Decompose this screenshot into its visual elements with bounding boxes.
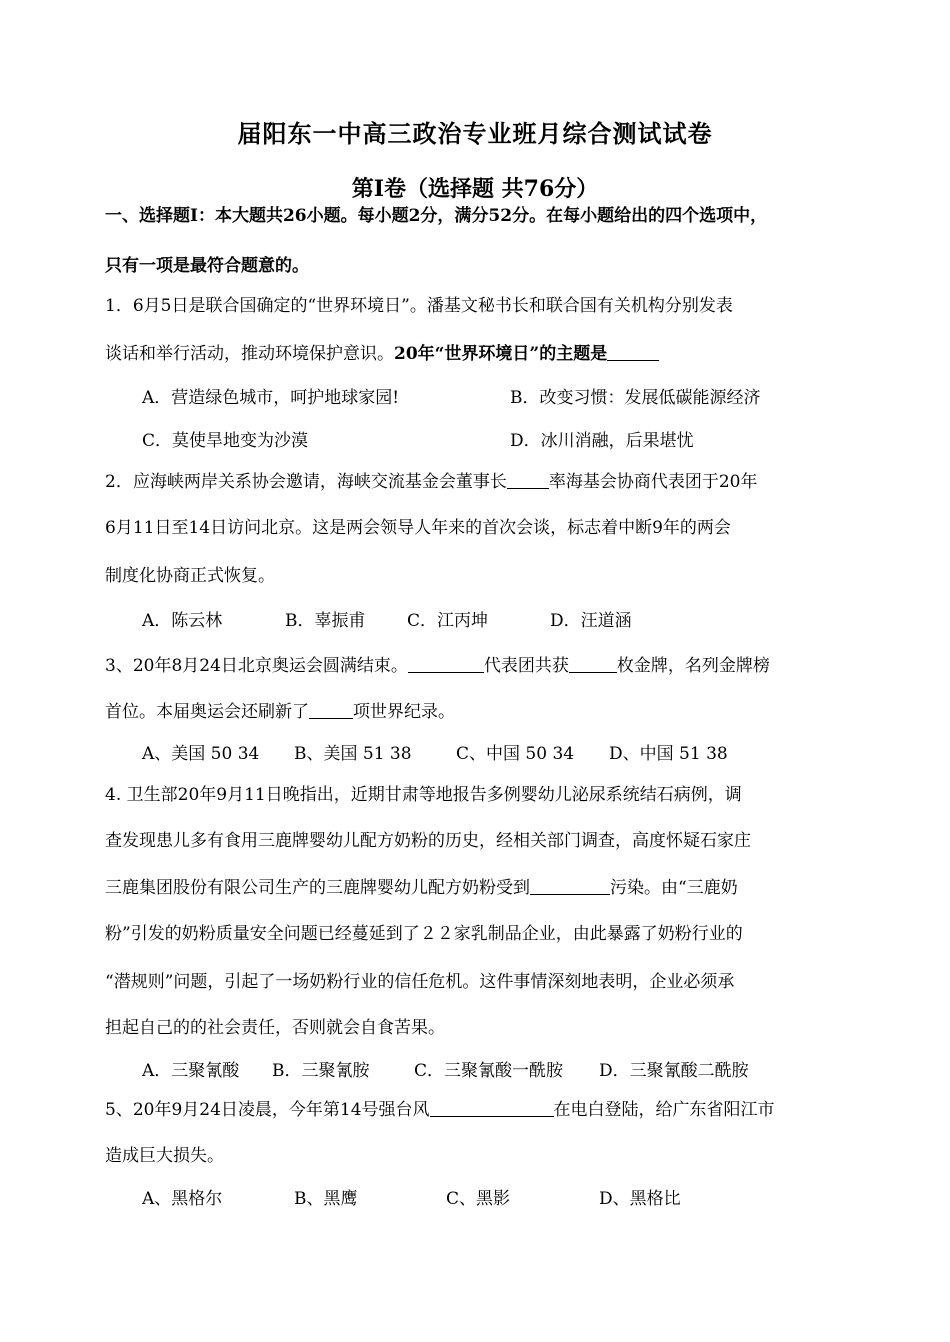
- question-2-line1: [105, 470, 855, 494]
- section-instructions-line2: 只有一项是最符合题意的。: [105, 256, 309, 276]
- question-4-line1: 4. 卫生部20年9月11日晚指出，近期甘肃等地报告多例婴幼儿泌尿系统结石病例，调: [105, 785, 742, 805]
- question-5-option-d: D、黑格比: [599, 1189, 681, 1209]
- question-4-option-a: A．三聚氰酸: [142, 1061, 240, 1081]
- question-3-option-c: C、中国 50 34: [456, 744, 575, 764]
- question-2-line3: 制度化协商正式恢复。: [105, 566, 275, 586]
- answer-blank: [507, 470, 549, 489]
- question-4-text-a: 三鹿集团股份有限公司生产的三鹿牌婴幼儿配方奶粉受到: [105, 878, 530, 898]
- question-5-option-a: A、黑格尔: [142, 1189, 223, 1209]
- answer-blank: [530, 876, 610, 895]
- answer-blank: [309, 700, 353, 719]
- question-2-text-b: 率海基会协商代表团于20年: [548, 472, 758, 492]
- question-5-line1: [105, 1098, 855, 1122]
- answer-blank: [408, 654, 484, 673]
- question-1-option-a: A．营造绿色城市，呵护地球家园!: [142, 388, 400, 408]
- question-3-text-a: 3、20年8月24日北京奥运会圆满结束。: [105, 656, 408, 676]
- question-2-option-d: D．汪道涵: [550, 611, 632, 631]
- question-2-option-a: A．陈云林: [142, 611, 223, 631]
- question-3-option-d: D、中国 51 38: [609, 744, 728, 764]
- question-5-option-c: C、黑影: [446, 1189, 511, 1209]
- question-2-text-a: 2．应海峡两岸关系协会邀请，海峡交流基金会董事长: [105, 472, 507, 492]
- question-2-option-c: C．江丙坤: [407, 611, 489, 631]
- question-5-option-b: B、黑鹰: [294, 1189, 358, 1209]
- question-4-text-b: 污染。由“三鹿奶: [610, 878, 738, 898]
- section-instructions-line1: 一、选择题Ⅰ：本大题共26小题。每小题2分，满分52分。在每小题给出的四个选项中，: [105, 206, 768, 226]
- question-4-line3: [105, 876, 855, 900]
- question-2-line2: 6月11日至14日访问北京。这是两会领导人年来的首次会谈，标志着中断9年的两会: [105, 518, 731, 538]
- question-2-option-b: B．辜振甫: [285, 611, 366, 631]
- question-5-text-b: 在电白登陆，给广东省阳江市: [553, 1100, 775, 1120]
- question-3-line1: [105, 654, 855, 678]
- question-5-text-a: 5、20年9月24日凌晨，今年第14号强台风: [105, 1100, 430, 1120]
- section-subtitle: 第Ⅰ卷（选择题 共76分）: [351, 176, 599, 202]
- question-3-option-b: B、美国 51 38: [294, 744, 412, 764]
- question-1-line2: [105, 342, 855, 366]
- question-3-text-c: 枚金牌，名列金牌榜: [616, 656, 770, 676]
- question-1-option-d: D．冰川消融，后果堪忧: [510, 431, 694, 451]
- question-1-text: 谈话和举行活动，推动环境保护意识。: [105, 344, 394, 364]
- question-4-line6: 担起自己的的社会责任，否则就会自食苦果。: [105, 1018, 445, 1038]
- question-3-text-b: 代表团共获: [483, 656, 569, 676]
- question-4-line2: 查发现患儿多有食用三鹿牌婴幼儿配方奶粉的历史，经相关部门调查，高度怀疑石家庄: [105, 831, 751, 851]
- question-1-option-b: B．改变习惯：发展低碳能源经济: [510, 388, 761, 408]
- question-3-option-a: A、美国 50 34: [142, 744, 260, 764]
- question-1-option-c: C．莫使旱地变为沙漠: [142, 431, 309, 451]
- question-3-text-d: 首位。本届奥运会还刷新了: [105, 702, 309, 722]
- question-3-text-e: 项世界纪录。: [353, 702, 455, 722]
- question-1-line1: 1．6月5日是联合国确定的“世界环境日”。潘基文秘书长和联合国有关机构分别发表: [105, 296, 733, 316]
- question-3-line2: [105, 700, 855, 724]
- answer-blank: [607, 342, 659, 361]
- question-4-option-b: B．三聚氰胺: [272, 1061, 370, 1081]
- question-4-option-c: C．三聚氰酸一酰胺: [414, 1061, 564, 1081]
- page-title: 届阳东一中高三政治专业班月综合测试试卷: [237, 119, 713, 148]
- question-4-line4: 粉”引发的奶粉质量安全问题已经蔓延到了２２家乳制品企业，由此暴露了奶粉行业的: [105, 924, 743, 944]
- answer-blank: [430, 1098, 554, 1117]
- question-4-line5: “潜规则”问题，引起了一场奶粉行业的信任危机。这件事情深刻地表明，企业必须承: [105, 972, 735, 992]
- answer-blank: [569, 654, 617, 673]
- question-4-option-d: D．三聚氰酸二酰胺: [599, 1061, 749, 1081]
- question-1-prompt: 20年“世界环境日”的主题是: [394, 344, 608, 364]
- question-5-line2: 造成巨大损失。: [105, 1146, 224, 1166]
